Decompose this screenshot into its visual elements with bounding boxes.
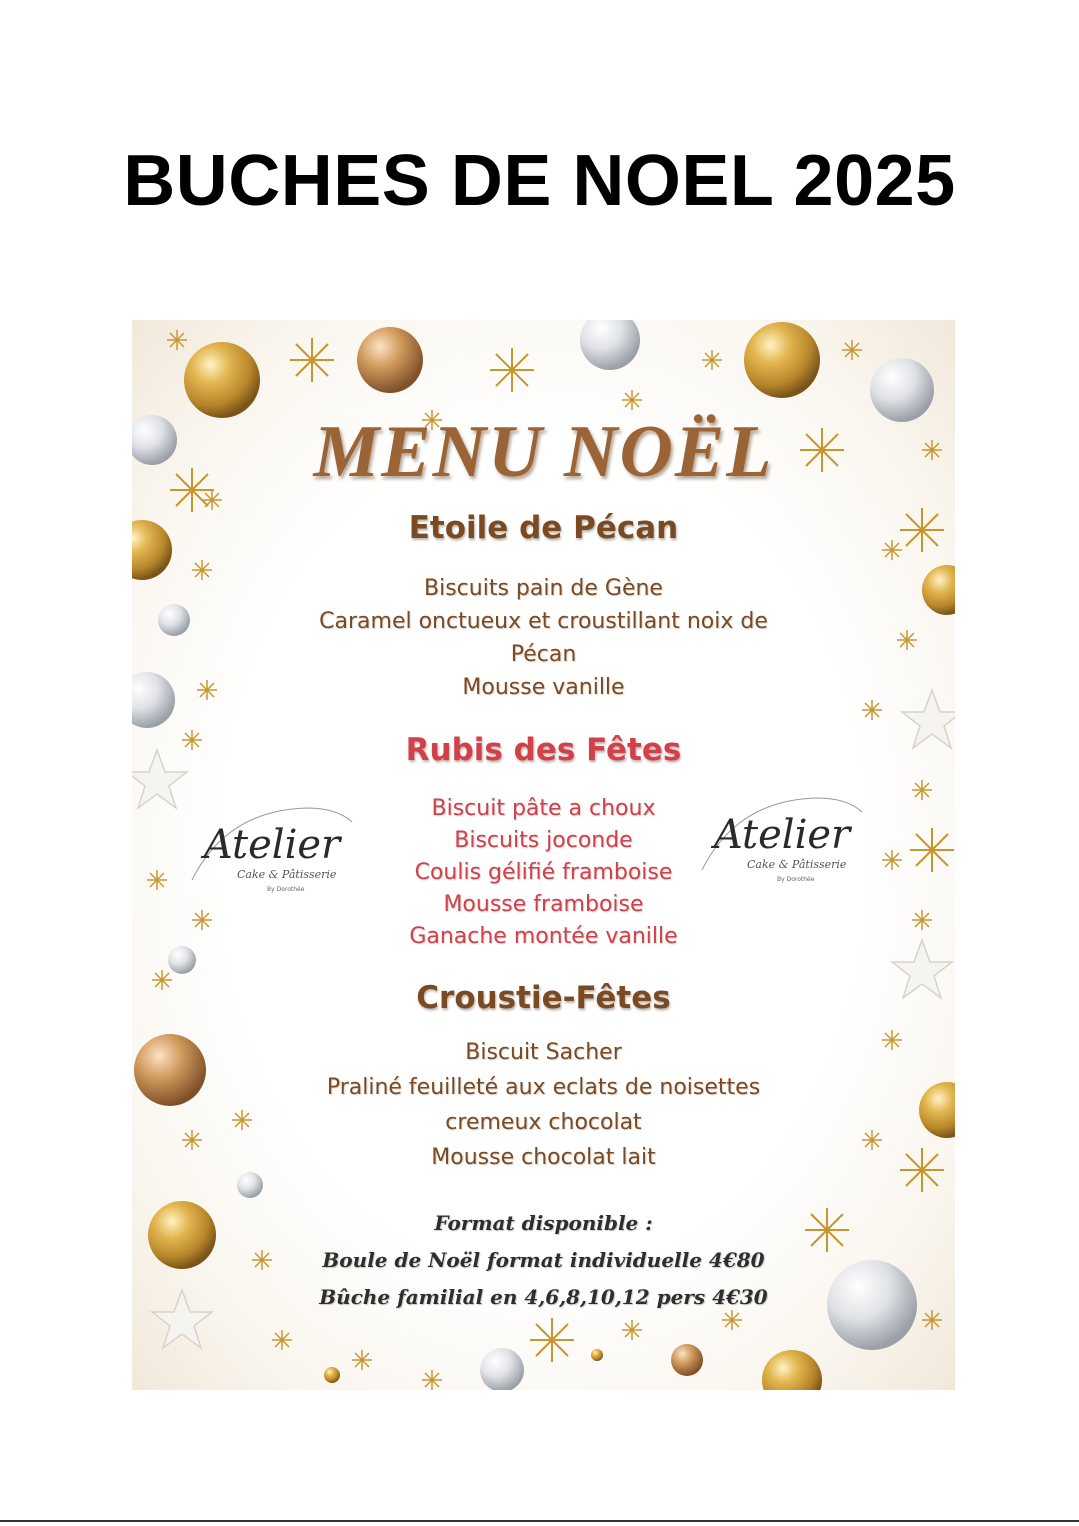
format-label: Format disponible : bbox=[434, 1211, 653, 1235]
ingredient-line: Pécan bbox=[510, 642, 577, 667]
dessert-ingredients-croustie bbox=[132, 1035, 955, 1175]
ingredient-line: Mousse framboise bbox=[443, 892, 644, 917]
ingredient-line: Mousse chocolat lait bbox=[431, 1145, 656, 1170]
ingredient-line: cremeux chocolat bbox=[445, 1110, 642, 1135]
ingredient-line: Biscuits joconde bbox=[454, 828, 633, 853]
dessert-ingredients-etoile bbox=[132, 572, 955, 704]
ingredient-line: Biscuit Sacher bbox=[465, 1040, 622, 1065]
menu-heading: MENU NOËL bbox=[313, 411, 774, 493]
page-bottom-rule bbox=[0, 1520, 1079, 1522]
dessert-title-croustie: Croustie-Fêtes bbox=[416, 980, 671, 1016]
format-line: Bûche familial en 4,6,8,10,12 pers 4€30 bbox=[319, 1285, 768, 1309]
ingredient-line: Ganache montée vanille bbox=[409, 924, 678, 949]
logo-name: Atelier bbox=[713, 812, 851, 858]
ingredient-line: Caramel onctueux et croustillant noix de bbox=[319, 609, 768, 634]
logo-byline: By Dorothée bbox=[777, 876, 815, 883]
ingredient-line: Praliné feuilleté aux eclats de noisettes bbox=[326, 1075, 761, 1100]
menu-poster bbox=[132, 320, 955, 1390]
ingredient-line: Coulis gélifié framboise bbox=[414, 860, 673, 885]
atelier-logo-left bbox=[187, 800, 357, 910]
logo-tagline: Cake & Pâtisserie bbox=[237, 868, 337, 881]
page-title: BUCHES DE NOEL 2025 bbox=[123, 141, 956, 221]
format-line: Boule de Noël format individuelle 4€80 bbox=[322, 1248, 765, 1272]
logo-name: Atelier bbox=[203, 822, 341, 868]
dessert-title-etoile: Etoile de Pécan bbox=[408, 510, 679, 546]
logo-tagline: Cake & Pâtisserie bbox=[747, 858, 847, 871]
ingredient-line: Biscuit pâte a choux bbox=[431, 796, 656, 821]
logo-byline: By Dorothée bbox=[267, 886, 305, 893]
format-info bbox=[132, 1205, 955, 1316]
atelier-logo-right bbox=[697, 790, 867, 900]
ingredient-line: Biscuits pain de Gène bbox=[424, 576, 663, 601]
dessert-title-rubis: Rubis des Fêtes bbox=[405, 732, 682, 768]
ingredient-line: Mousse vanille bbox=[462, 675, 625, 700]
